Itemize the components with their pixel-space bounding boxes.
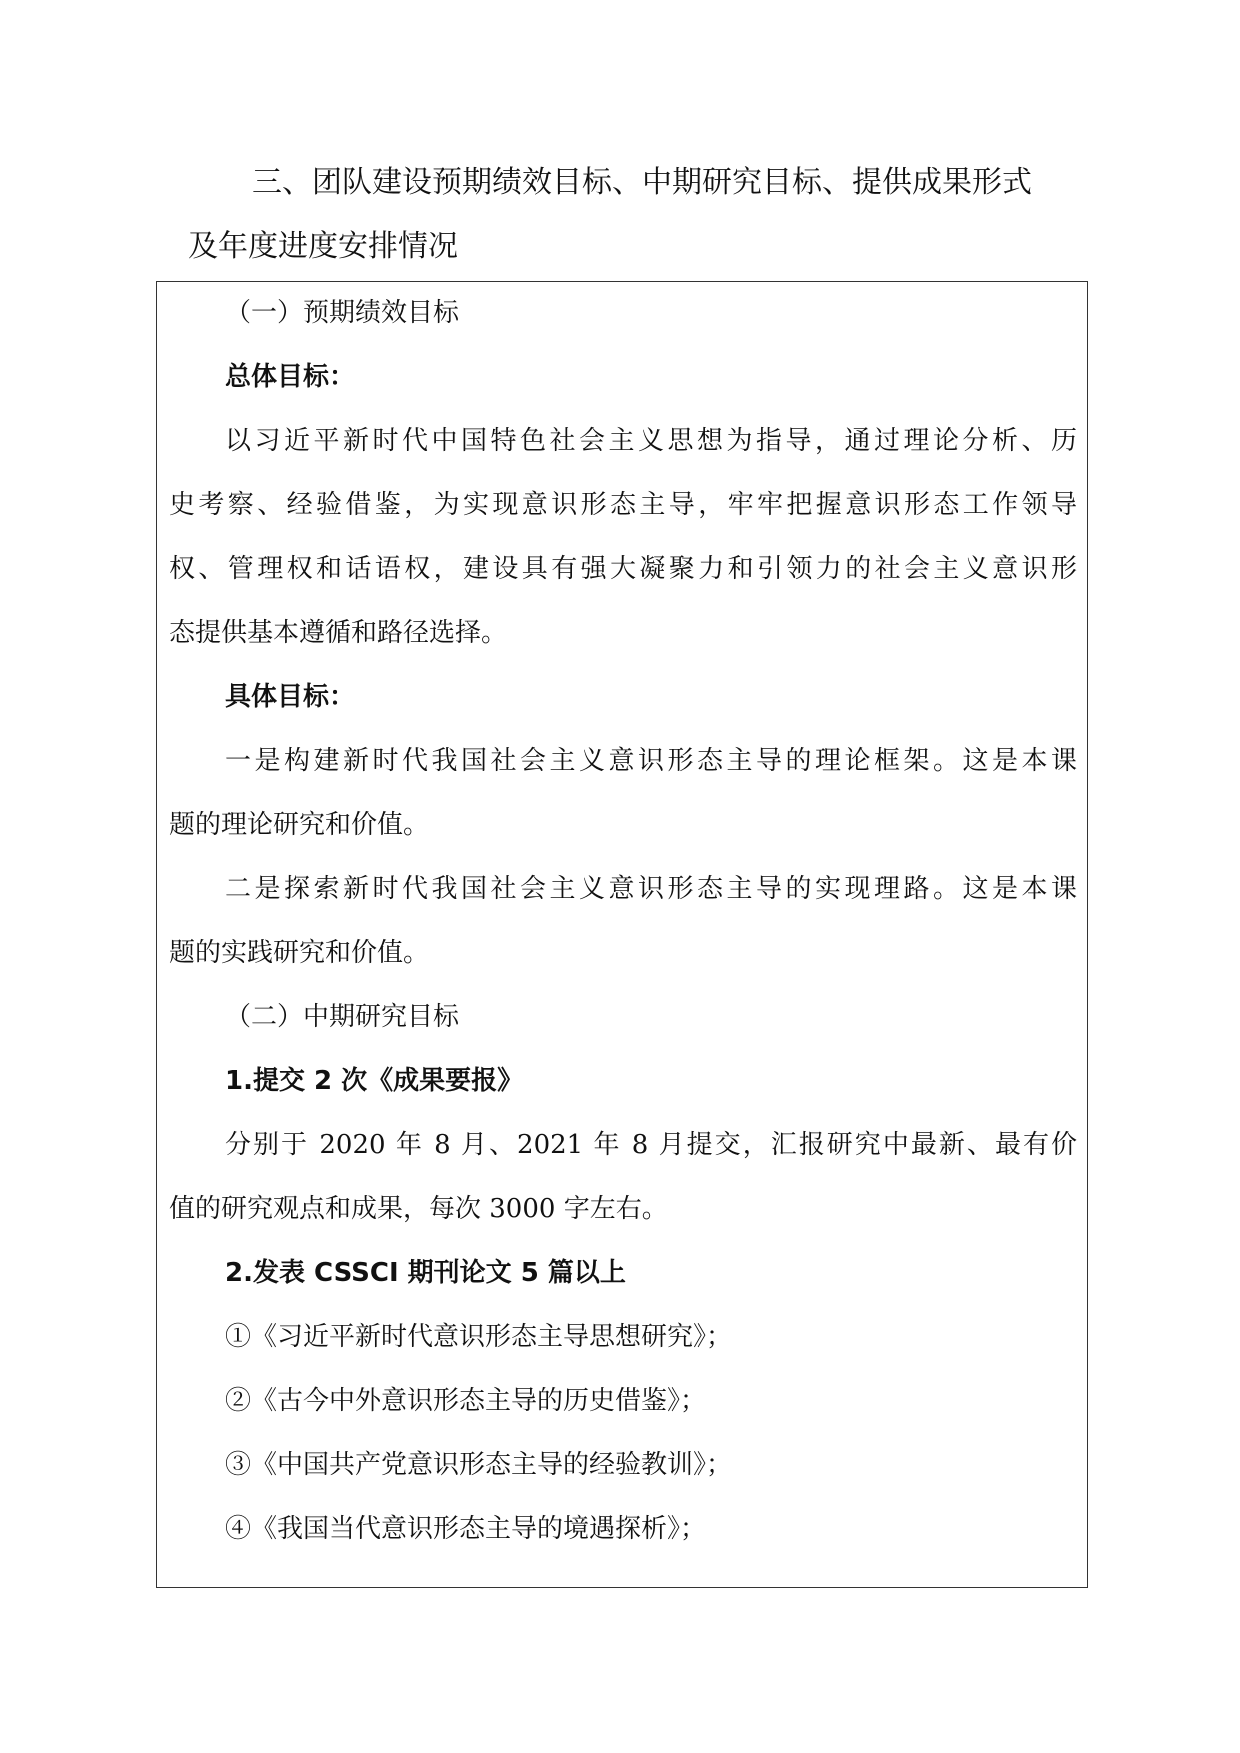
section-heading-line-2: 及年度进度安排情况 — [188, 229, 458, 264]
subsection-title-expected-goals: （一）预期绩效目标 — [225, 298, 460, 328]
paper-item-4: ④《我国当代意识形态主导的境遇探析》； — [225, 1514, 707, 1544]
midterm-item-1-line-1: 分别于 2020 年 8 月、2021 年 8 月提交，汇报研究中最新、最有价 — [225, 1130, 1077, 1160]
overall-goal-line-2: 史考察、经验借鉴，为实现意识形态主导，牢牢把握意识形态工作领导 — [169, 490, 1077, 520]
specific-goal-2-line-2: 题的实践研究和价值。 — [169, 938, 430, 968]
specific-goal-1-line-2: 题的理论研究和价值。 — [169, 810, 430, 840]
overall-goal-line-1: 以习近平新时代中国特色社会主义思想为指导，通过理论分析、历 — [225, 426, 1077, 456]
midterm-item-1-label: 1.提交 2 次《成果要报》 — [225, 1066, 524, 1096]
paper-item-1: ①《习近平新时代意识形态主导思想研究》； — [225, 1322, 733, 1352]
paper-item-3: ③《中国共产党意识形态主导的经验教训》； — [225, 1450, 733, 1480]
paper-item-2: ②《古今中外意识形态主导的历史借鉴》； — [225, 1386, 707, 1416]
midterm-item-2-label: 2.发表 CSSCI 期刊论文 5 篇以上 — [225, 1258, 626, 1288]
section-heading-line-1: 三、团队建设预期绩效目标、中期研究目标、提供成果形式 — [252, 165, 1032, 200]
specific-goal-label: 具体目标： — [225, 682, 356, 712]
specific-goal-1-line-1: 一是构建新时代我国社会主义意识形态主导的理论框架。这是本课 — [225, 746, 1077, 776]
specific-goal-2-line-1: 二是探索新时代我国社会主义意识形态主导的实现理路。这是本课 — [225, 874, 1077, 904]
content-table-cell — [156, 281, 1088, 1588]
overall-goal-label: 总体目标： — [225, 362, 356, 392]
midterm-item-1-line-2: 值的研究观点和成果，每次 3000 字左右。 — [169, 1194, 668, 1224]
overall-goal-line-4: 态提供基本遵循和路径选择。 — [169, 618, 508, 648]
subsection-title-midterm-goals: （二）中期研究目标 — [225, 1002, 460, 1032]
overall-goal-line-3: 权、管理权和话语权，建设具有强大凝聚力和引领力的社会主义意识形 — [169, 554, 1077, 584]
